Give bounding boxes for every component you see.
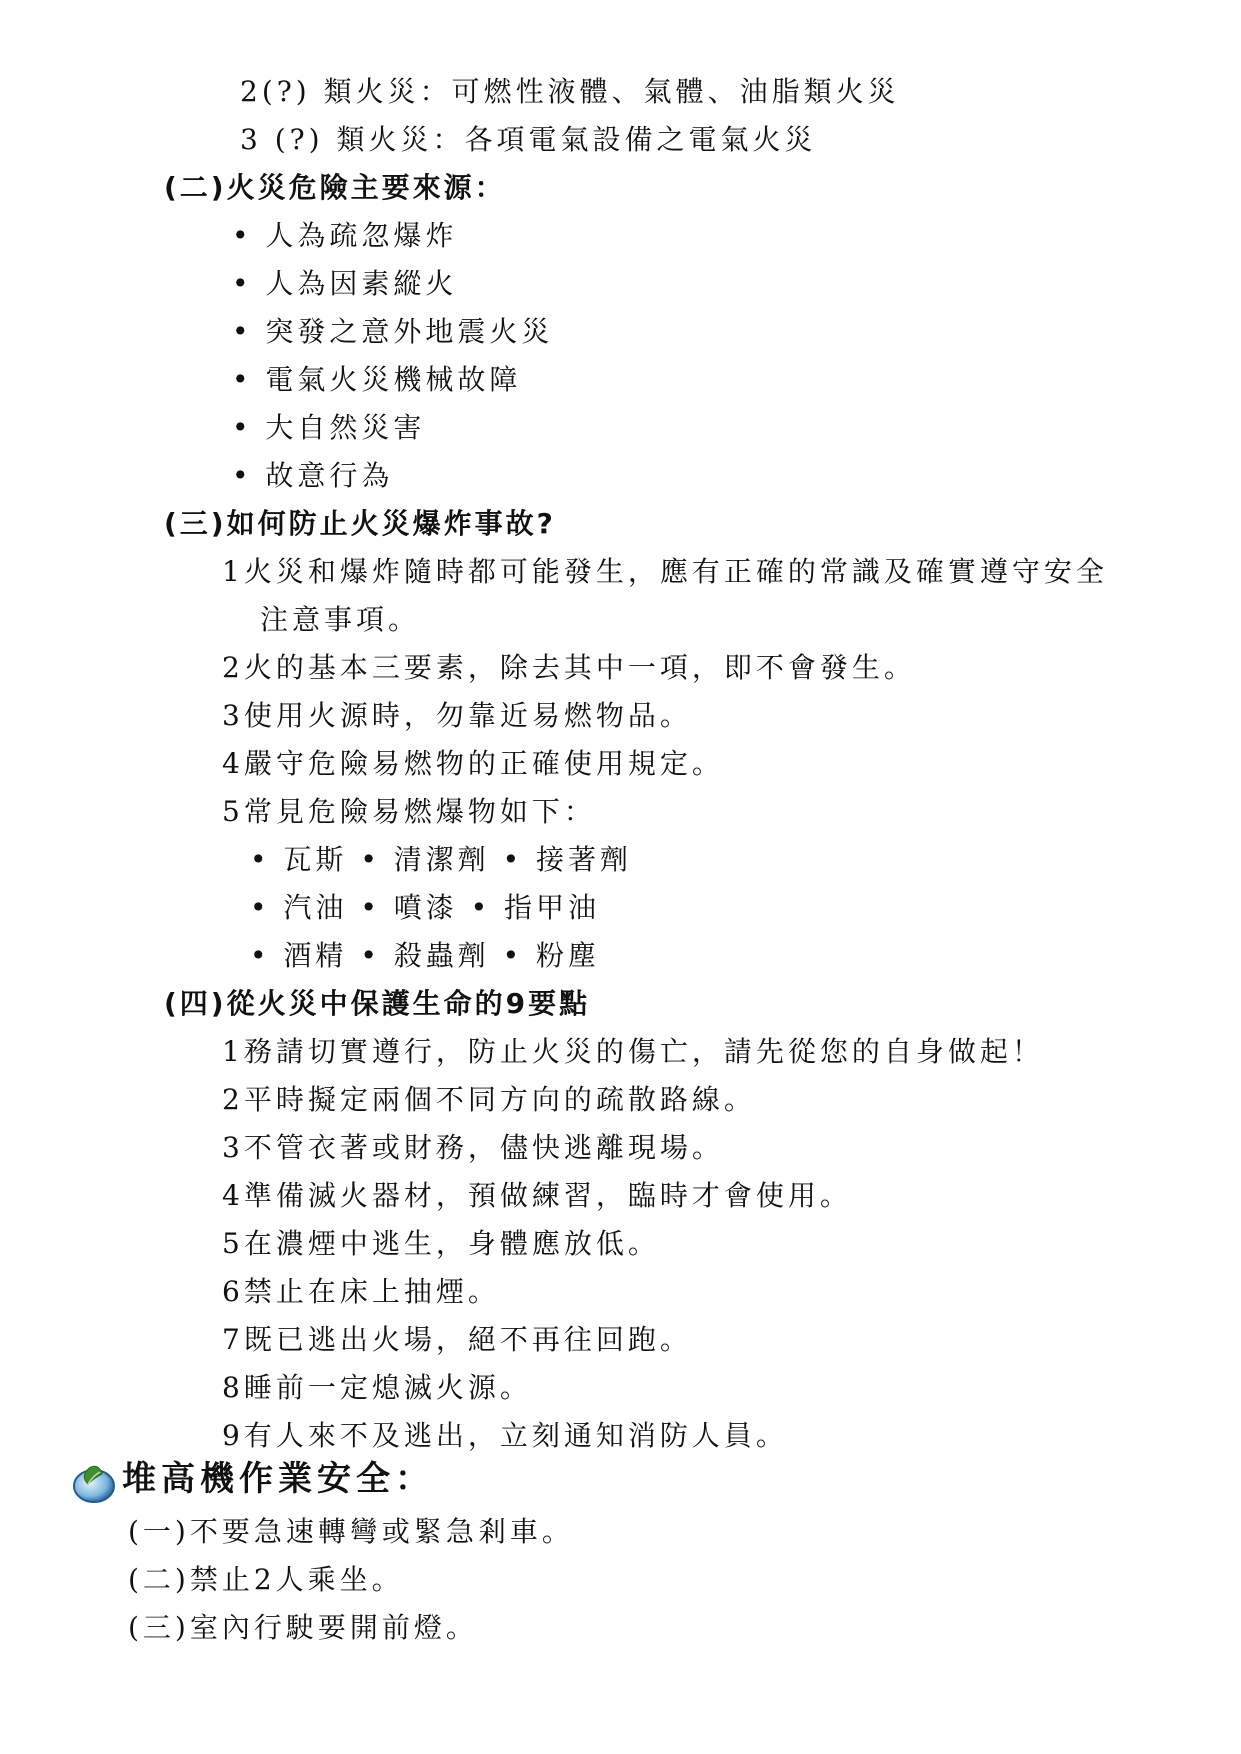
protection-item: 2平時擬定兩個不同方向的疏散路線。 [222, 1083, 756, 1116]
hazard-row: • 酒精 • 殺蟲劑 • 粉塵 [250, 939, 601, 972]
prevention-item: 1火災和爆炸隨時都可能發生，應有正確的常識及確實遵守安全 [222, 555, 1108, 588]
prevention-item: 5常見危險易燃爆物如下： [222, 795, 596, 828]
fire-class-2: 2(?) 類火災：可燃性液體、氣體、油脂類火災 [240, 75, 900, 108]
protection-item: 9有人來不及逃出，立刻通知消防人員。 [222, 1419, 788, 1452]
source-item: • 突發之意外地震火災 [232, 315, 554, 348]
hazard-row: • 瓦斯 • 清潔劑 • 接著劑 [250, 843, 633, 876]
prevention-item-continued: 注意事項。 [260, 603, 421, 636]
source-item: • 人為疏忽爆炸 [232, 219, 458, 252]
protection-item: 1務請切實遵行，防止火災的傷亡，請先從您的自身做起！ [222, 1035, 1044, 1068]
prevention-item: 2火的基本三要素，除去其中一項，即不會發生。 [222, 651, 916, 684]
protection-heading: (四)從火災中保護生命的9要點 [164, 987, 591, 1020]
forklift-title: 堆高機作業安全： [122, 1459, 434, 1499]
protection-item: 5在濃煙中逃生，身體應放低。 [222, 1227, 660, 1260]
protection-item: 7既已逃出火場，絕不再往回跑。 [222, 1323, 692, 1356]
prevention-item: 3使用火源時，勿靠近易燃物品。 [222, 699, 692, 732]
source-item: • 人為因素縱火 [232, 267, 458, 300]
protection-item: 8睡前一定熄滅火源。 [222, 1371, 532, 1404]
source-item: • 大自然災害 [232, 411, 426, 444]
source-item: • 電氣火災機械故障 [232, 363, 522, 396]
leaf-globe-icon [70, 1462, 118, 1504]
forklift-item: (一)不要急速轉彎或緊急剎車。 [128, 1515, 574, 1548]
source-item: • 故意行為 [232, 459, 394, 492]
forklift-item: (二)禁止2人乘坐。 [128, 1563, 404, 1596]
protection-item: 4準備滅火器材，預做練習，臨時才會使用。 [222, 1179, 852, 1212]
hazard-row: • 汽油 • 噴漆 • 指甲油 [250, 891, 601, 924]
prevention-item: 4嚴守危險易燃物的正確使用規定。 [222, 747, 724, 780]
protection-item: 6禁止在床上抽煙。 [222, 1275, 500, 1308]
sources-heading: (二)火災危險主要來源： [164, 171, 506, 204]
forklift-item: (三)室內行駛要開前燈。 [128, 1611, 478, 1644]
protection-item: 3不管衣著或財務，儘快逃離現場。 [222, 1131, 724, 1164]
fire-class-3: 3 (?) 類火災：各項電氣設備之電氣火災 [240, 123, 817, 156]
prevention-heading: (三)如何防止火災爆炸事故? [164, 507, 556, 540]
